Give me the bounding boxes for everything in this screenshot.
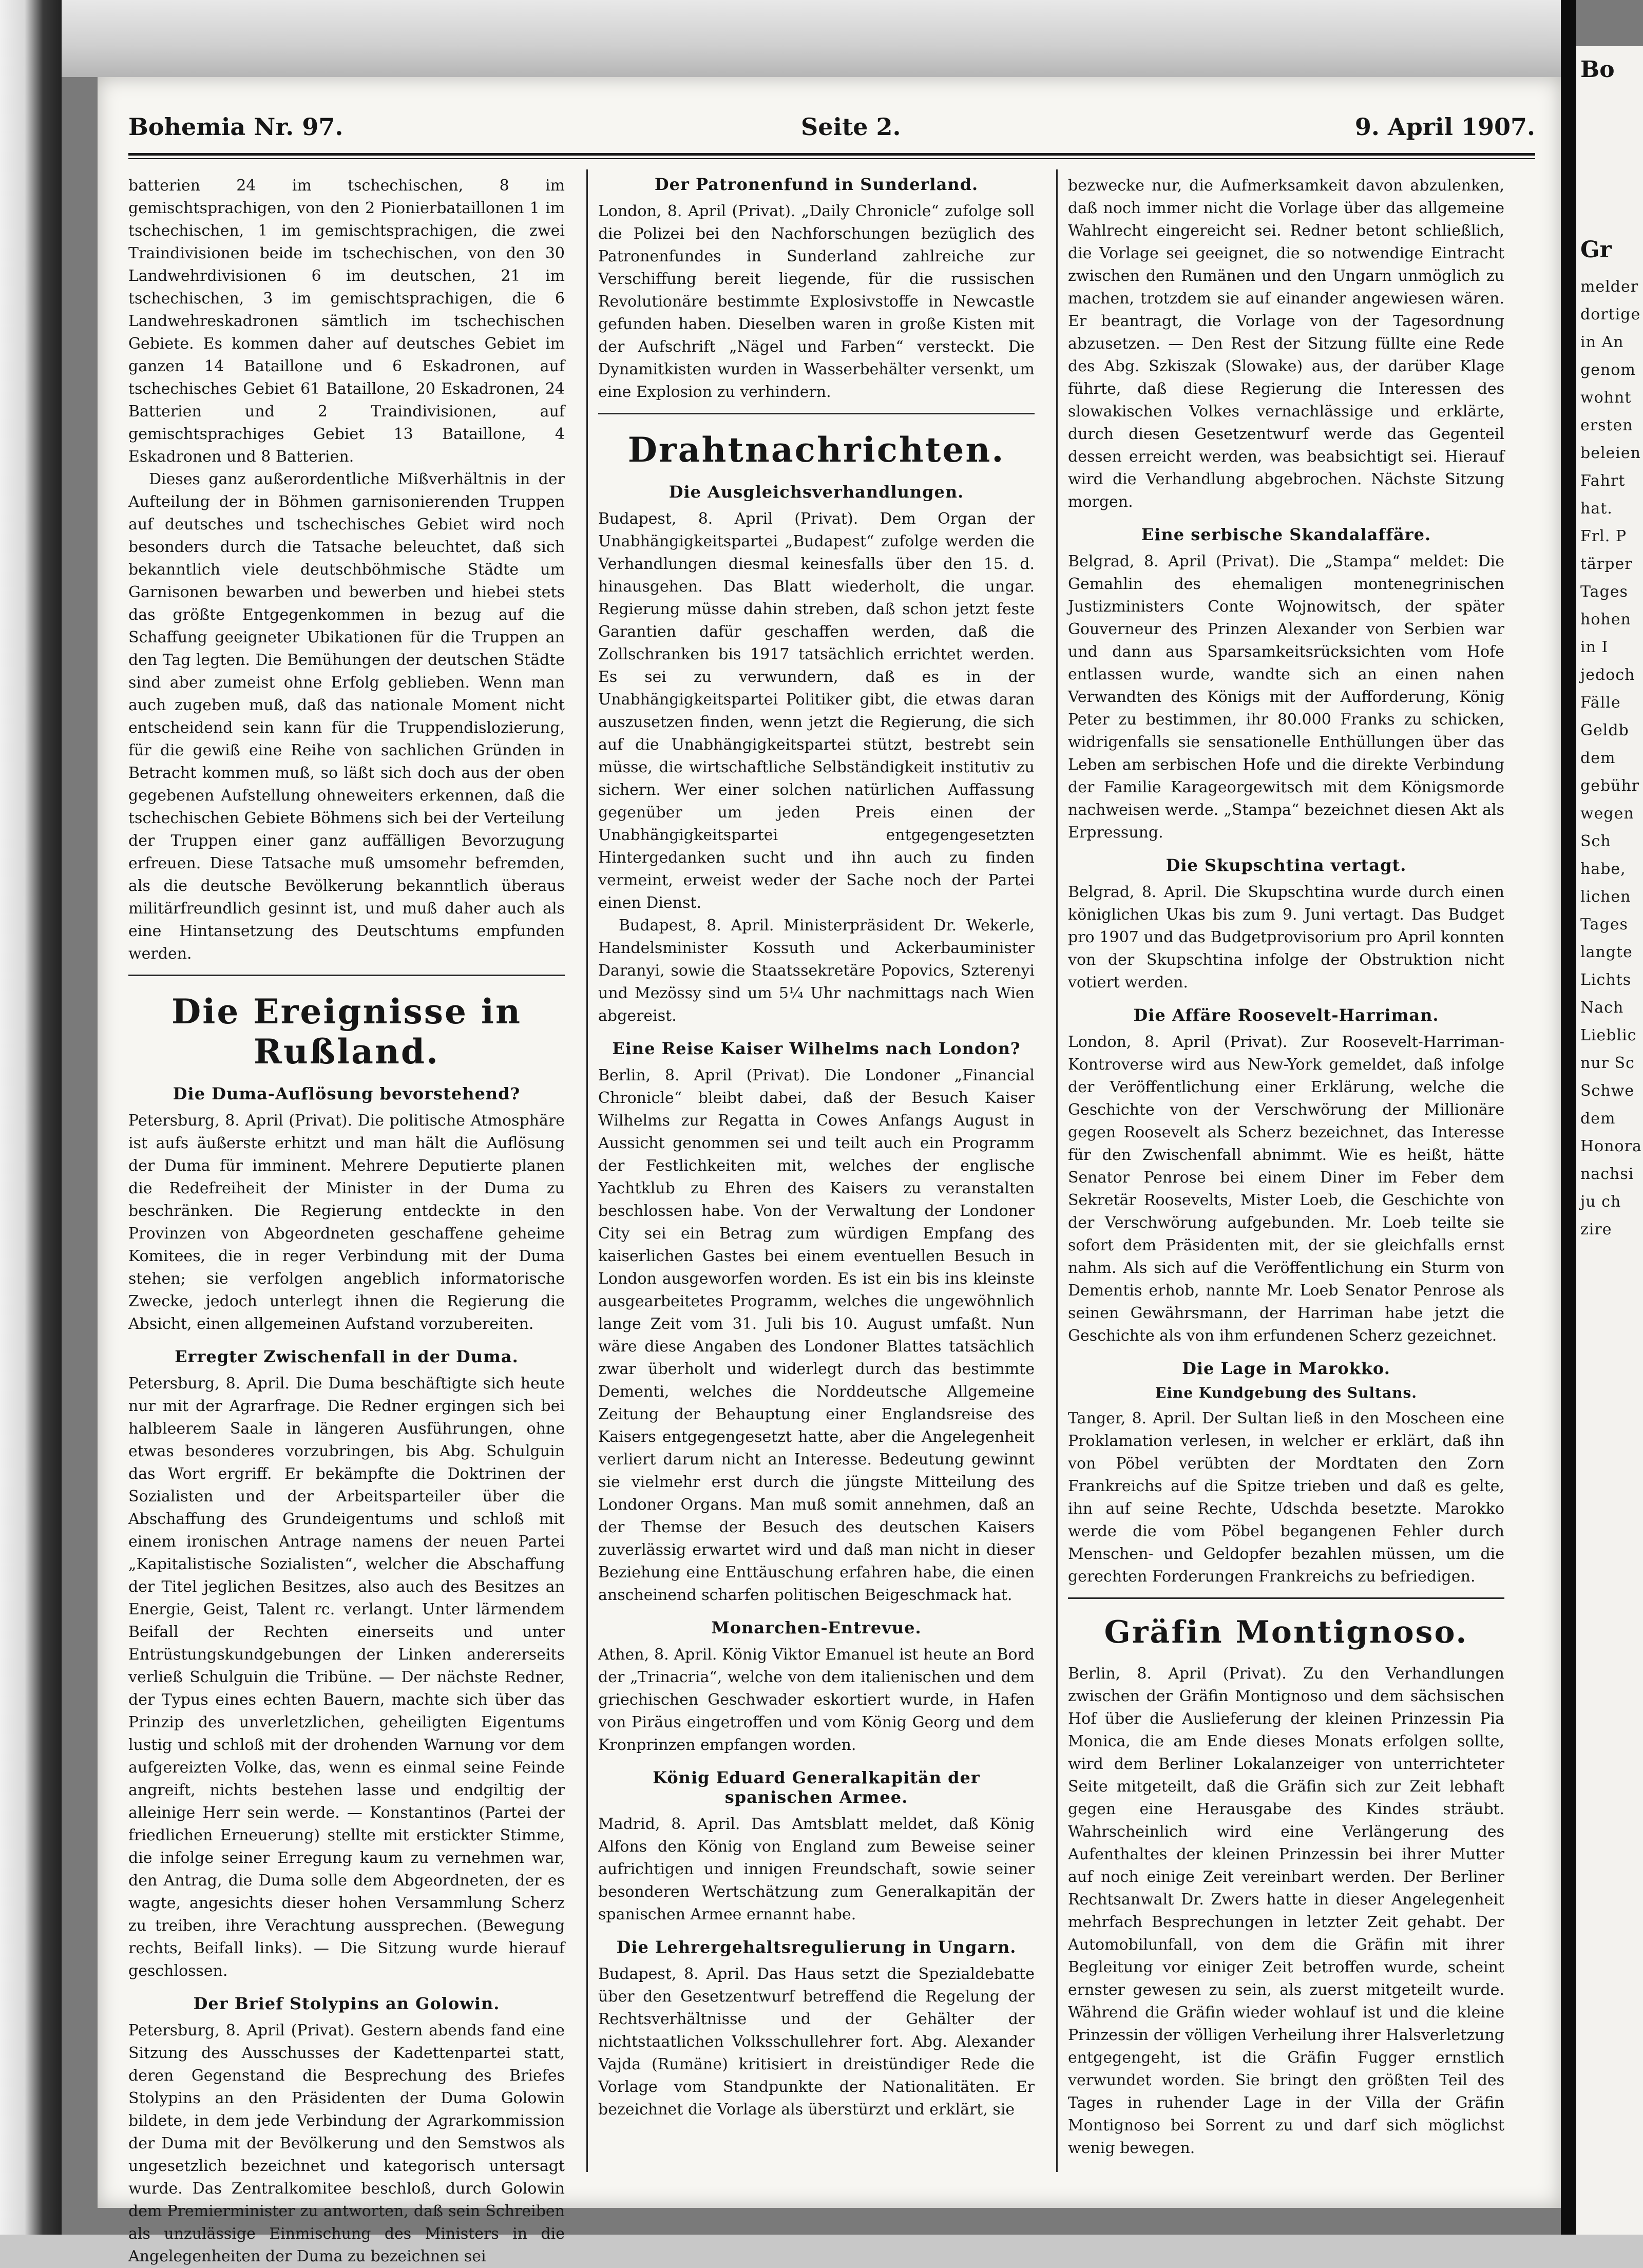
article-subheading: Eine Kundgebung des Sultans. (1155, 1384, 1417, 1401)
adjacent-page-line: hohen (1580, 611, 1631, 628)
masthead-date: 9. April 1907. (1354, 113, 1535, 141)
adjacent-page-line: Schwe (1580, 1082, 1635, 1100)
adjacent-page-line: in An (1580, 333, 1624, 351)
section-heading-graefin: Gräfin Montignoso. (1104, 1614, 1468, 1650)
article-paragraph: London, 8. April (Privat). „Daily Chronicle“ zufolge soll die Polizei bei den Nachforschungen bezüglich des Patronenfundes in Sunderland zahlreiche zur Verschiffung bereit liegende, für die russischen Revolutionäre bestimmte Explosivstoffe in Newcastle gefunden haben. Dieselben waren in große Kisten mit der Aufschrift „Nägel und Farben“ versteckt. Die Dynamitkisten wurden in Wasserbehälter versenkt, um eine Explosion zu verhindern. (598, 202, 1035, 401)
column-divider (586, 169, 588, 2172)
adjacent-page-line: dem (1580, 749, 1616, 767)
adjacent-page-line: Tages (1580, 916, 1628, 933)
adjacent-page-line: wohnt (1580, 389, 1632, 407)
column-left (128, 175, 565, 2268)
article-paragraph: Belgrad, 8. April. Die Skupschtina wurde durch einen königlichen Ukas bis zum 9. Juni vertagt. Das Budget pro 1907 und das Budgetprovisorium pro April konnten von der Skupschtina infolge der Obstruktion nicht votiert werden. (1068, 883, 1504, 992)
adjacent-page-fragment (1576, 46, 1643, 2235)
article-paragraph: Petersburg, 8. April (Privat). Gestern abends fand eine Sitzung des Ausschusses der Kadettenpartei statt, deren Gegenstand die Besprechung des Briefes Stolypins an den Präsidenten der Duma Golowin bildete, in dem jede Verbindung der Agrarkommission der Duma mit der Bevölkerung und den Semstwos als ungesetzlich bezeichnet und kategorisch untersagt wurde. Das Zentralkomitee beschloß, durch Golowin dem Premierminister zu antworten, daß sein Schreiben als unzulässige Einmischung des Ministers in die Angelegenheiten der Duma zu bezeichnen sei (128, 2022, 565, 2265)
adjacent-page-line: ersten (1580, 416, 1633, 434)
adjacent-page-line: Honora (1580, 1137, 1642, 1155)
adjacent-page-line: lichen (1580, 888, 1631, 906)
masthead-paper-number: Bohemia Nr. 97. (128, 113, 343, 141)
article-heading: Die Ausgleichsverhandlungen. (668, 482, 964, 502)
adjacent-page-line: zire (1580, 1221, 1612, 1238)
section-rule (1068, 1597, 1504, 1599)
adjacent-page-line: Geldb (1580, 721, 1629, 739)
article-paragraph: Athen, 8. April. König Viktor Emanuel ist heute an Bord der „Trinacria“, welche von dem italienischen und dem griechischen Geschwader eskortiert wurde, in Hafen von Piräus eingetroffen und vom König Georg und dem Kronprinzen empfangen worden. (598, 1646, 1035, 1754)
adjacent-page-line: Frl. P (1580, 527, 1627, 545)
section-rule (128, 975, 565, 976)
masthead (128, 113, 1535, 149)
article-paragraph: batterien 24 im tschechischen, 8 im gemischtsprachigen, von den 2 Pionierbataillonen 1 im tschechischen, 1 im gemischtsprachigen, die zwei Traindivisionen beide im tschechischen, von den 30 Landwehrdivisionen 6 im deutschen, 21 im tschechischen, 3 im gemischtsprachigen, die 6 Landwehreskadronen sämtlich im tschechischen Gebiete. Es kommen daher auf deutsches Gebiet im ganzen 14 Bataillone und 6 Eskadronen, auf tschechisches Gebiet 61 Bataillone, 20 Eskadronen, 24 Batterien und 2 Traindivisionen, auf gemischtsprachiges Gebiet 13 Bataillone, 4 Eskadronen und 8 Batterien. (128, 177, 565, 466)
article-paragraph: Budapest, 8. April. Ministerpräsident Dr. Wekerle, Handelsminister Kossuth und Ackerbauminister Daranyi, sowie die Staatssekretäre Popovics, Szterenyi und Mezössy sind um 5¼ Uhr nachmittags nach Wien abgereist. (598, 917, 1035, 1025)
column-divider (1056, 169, 1058, 2172)
adjacent-page-line: beleien (1580, 444, 1641, 462)
adjacent-page-masthead: Bo (1580, 56, 1615, 83)
adjacent-page-line: nachsi (1580, 1165, 1634, 1183)
adjacent-page-line: in I (1580, 638, 1609, 656)
article-heading: Eine Reise Kaiser Wilhelms nach London? (612, 1039, 1021, 1058)
adjacent-page-line: tärper (1580, 555, 1633, 573)
column-right (1068, 175, 1504, 2160)
adjacent-page-text (1576, 273, 1643, 1244)
article-paragraph: Budapest, 8. April (Privat). Dem Organ der Unabhängigkeitspartei „Budapest“ zufolge werden die Verhandlungen diesmal keinesfalls über den 15. d. hinausgehen. Das Blatt wiederholt, die ungar. Regierung müsse dahin streben, daß schon jetzt feste Garantien dafür geschaffen werden, daß die Zollschranken bis 1917 tatsächlich errichtet werden. Es sei zu verwundern, daß es in der Unabhängigkeitspartei Politiker gibt, die etwas daran auszusetzen finden, wenn jetzt die Regierung, die sich auf die Unabhängigkeitspartei stützt, bestrebt sein müsse, die wirtschaftliche Selbständigkeit institutiv zu sichern. Wer einer solchen natürlichen Auffassung gegenüber um jeden Preis einen der Unabhängigkeitspartei entgegengesetzten Hintergedanken sucht und ihn auch zu finden vermeint, erweist weder der Sache noch der Partei einen Dienst. (598, 510, 1035, 912)
article-paragraph: Berlin, 8. April (Privat). Zu den Verhandlungen zwischen der Gräfin Montignoso und dem sächsischen Hof über die Auslieferung der kleinen Prinzessin Pia Monica, die am Ende dieses Monats erfolgen sollte, wird dem Berliner Lokalanzeiger von unterrichteter Seite mitgeteilt, daß die Gräfin sich zur Zeit lebhaft gegen eine Herausgabe des Kindes sträubt. Wahrscheinlich wird eine Verlängerung des Aufenthaltes der kleinen Prinzessin bei ihrer Mutter auf noch einige Zeit vereinbart werden. Der Berliner Rechtsanwalt Dr. Zwers hatte in dieser Angelegenheit mehrfach Besprechungen in letzter Zeit gehabt. Der Automobilunfall, von dem die Gräfin mit ihrer Begleitung vor einiger Zeit betroffen wurde, scheint ernster gewesen zu sein, als zuerst mitgeteilt wurde. Während die Gräfin wieder wohlauf ist und die kleine Prinzessin der völligen Verheilung ihrer Halsverletzung entgegengeht, ist die Gräfin Fugger ernstlich verwundet worden. Sie bringt den größten Teil des Tages in ruhender Lage in der Villa der Gräfin Montignoso bei Sorrent zu und darf sich möglichst wenig bewegen. (1068, 1665, 1504, 2157)
adjacent-page-line: melder (1580, 278, 1639, 296)
article-paragraph: Madrid, 8. April. Das Amtsblatt meldet, daß König Alfons den König von England zum Beweise seiner aufrichtigen und innigen Freundschaft, sowie seiner besonderen Wertschätzung zum Generalkapitän der spanischen Armee ernannt habe. (598, 1815, 1035, 1923)
article-heading: Erregter Zwischenfall in der Duma. (175, 1347, 519, 1366)
adjacent-page-line: Sch (1580, 832, 1611, 850)
article-paragraph: London, 8. April (Privat). Zur Roosevelt-Harriman-Kontroverse wird aus New-York gemeldet, daß infolge der Veröffentlichung einer Erklärung, welche die Geschichte von der Verschwörung der Millionäre gegen Roosevelt als Scherz bezeichnet, das Interesse für den Zwischenfall abnimmt. Wie es heißt, hätte Senator Penrose bei einem Diner im Feber dem Sekretär Roosevelts, Mister Loeb, die Geschichte von der Verschwörung aufgebunden. Mr. Loeb teilte sie sofort dem Präsidenten mit, der sie gleichfalls ernst nahm. Als sich auf die Veröffentlichung ein Sturm von Dementis erhob, nannte Mr. Loeb Senator Penrose als seinen Gewährsmann, der Harriman habe jetzt die Geschichte als von ihm erfundenen Scherz gezeichnet. (1068, 1033, 1504, 1345)
article-heading: Monarchen-Entrevue. (711, 1618, 922, 1637)
adjacent-page-line: nur Sc (1580, 1054, 1635, 1072)
scan-top-margin (62, 0, 1561, 77)
adjacent-page-line: genom (1580, 361, 1636, 379)
article-heading: König Eduard Generalkapitän der spanischen Armee. (653, 1768, 980, 1807)
masthead-page-number: Seite 2. (801, 113, 901, 141)
adjacent-page-line: Lieblic (1580, 1026, 1637, 1044)
adjacent-page-line: Nach (1580, 999, 1624, 1017)
adjacent-page-heading: Gr (1580, 237, 1612, 263)
article-paragraph: Belgrad, 8. April (Privat). Die „Stampa“ meldet: Die Gemahlin des ehemaligen montenegrinischen Justizministers Conte Wojnowitsch, der später Gouverneur des Prinzen Alexander von Serbien war und dann aus Sparsamkeitsrücksichten vom Hofe entlassen wurde, wandte sich an einen nahen Verwandten des Königs mit der Aufforderung, König Peter zu bestimmen, ihr 80.000 Franks zu schicken, widrigenfalls sie sensationelle Enthüllungen über das Leben am serbischen Hofe und die direkte Verbindung der Familie Karageorgewitsch mit dem Königsmorde nachweisen werde. „Stampa“ bezeichnet diesen Akt als Erpressung. (1068, 552, 1504, 842)
page-gutter (1561, 0, 1576, 2235)
article-paragraph: Tanger, 8. April. Der Sultan ließ in den Moscheen eine Proklamation verlesen, in welcher er erklärt, daß ihn von Pöbel verübten der Mordtaten den Zorn Frankreichs auf die Spitze trieben und daß es gelte, ihn auf seine Rechte, Udschda besetzte. Marokko werde die vom Pöbel begangenen Fehler durch Menschen- und Geldopfer bezahlen müssen, um die gerechten Forderungen Frankreichs zu befriedigen. (1068, 1409, 1504, 1586)
adjacent-page-line: habe, (1580, 860, 1626, 878)
section-heading-russland: Die Ereignisse in Rußland. (171, 992, 522, 1072)
article-heading: Der Brief Stolypins an Golowin. (193, 1994, 500, 2013)
article-paragraph: Berlin, 8. April (Privat). Die Londoner „Financial Chronicle“ bleibt dabei, daß der Besuch Kaiser Wilhelms zur Regatta in Cowes Anfangs August in Aussicht genommen sei und teilt auch ein Programm der Festlichkeiten mit, welches der englische Yachtklub zu Ehren des Kaisers zu veranstalten beschlossen habe. Von der Verwaltung der Londoner City sei ein Betrag zum würdigen Empfang des kaiserlichen Gastes bei einem eventuellen Besuch in London ausgeworfen worden. Es ist ein bis ins kleinste ausgearbeitetes Programm, welches die ungewöhnlich lange Zeit vom 31. Juli bis 10. August umfaßt. Nun wäre diese Angaben des Londoner Blattes tatsächlich zwar überholt und widerlegt durch das bestimmte Dementi, welches die Norddeutsche Allgemeine Zeitung der Behauptung einer Englandsreise des Kaisers entgegengesetzt hatte, aber die Angelegenheit verliert darum nicht an Interesse. Bedeutung gewinnt sie vielmehr erst durch die jüngste Mitteilung des Londoner Organs. Man muß somit annehmen, daß an der Themse der Besuch des deutschen Kaisers zuverlässig erwartet wird und daß man nicht in dieser Beziehung eine Enttäuschung erfahren habe, die einen anscheinend scharfen politischen Beigeschmack hat. (598, 1066, 1035, 1604)
article-paragraph: Petersburg, 8. April (Privat). Die politische Atmosphäre ist aufs äußerste erhitzt und man hält die Auflösung der Duma für imminent. Mehrere Deputierte planen die Redefreiheit der Minister in der Duma zu beschränken. Die Regierung entdeckte in den Provinzen von Abgeordneten geschaffene geheime Komitees, die in reger Verbindung mit der Duma stehen; sie verfolgen angeblich informatorische Zwecke, jedoch unterlegt ihnen die Regierung die Absicht, einen allgemeinen Aufstand vorzubereiten. (128, 1112, 565, 1333)
adjacent-page-line: Fahrt (1580, 472, 1626, 490)
masthead-rule (128, 153, 1535, 156)
adjacent-page-line: ju ch (1580, 1193, 1621, 1211)
article-heading: Die Duma-Auflösung bevorstehend? (173, 1084, 521, 1103)
article-paragraph: bezwecke nur, die Aufmerksamkeit davon abzulenken, daß noch immer nicht die Vorlage über das allgemeine Wahlrecht eingereicht sei. Redner betont schließlich, die Vorlage sei geeignet, die so notwendige Eintracht zwischen den Rumänen und den Ungarn unmöglich zu machen, trotzdem sie auf einander angewiesen wären. Er beantragt, die Vorlage von der Tagesordnung abzusetzen. — Den Rest der Sitzung füllte eine Rede des Abg. Szkiszak (Slowake) aus, der darüber Klage führte, daß diese Regierung die Interessen des slowakischen Volkes vernachlässige und erklärte, durch diesen Gesetzentwurf werde das Gegenteil dessen erreicht werden, was beabsichtigt sei. Hierauf wird die Verhandlung abgebrochen. Nächste Sitzung morgen. (1068, 177, 1504, 511)
adjacent-page-line: Lichts (1580, 971, 1632, 989)
column-middle (598, 175, 1035, 2121)
adjacent-page-line: Fälle (1580, 694, 1621, 712)
masthead-rule-thin (128, 158, 1535, 159)
article-heading: Der Patronenfund in Sunderland. (654, 175, 979, 194)
adjacent-page-line: Tages (1580, 583, 1628, 601)
section-rule (598, 413, 1035, 414)
adjacent-page-line: gebühr (1580, 777, 1640, 795)
adjacent-page-line: dem (1580, 1110, 1616, 1128)
article-heading: Eine serbische Skandalaffäre. (1141, 525, 1431, 544)
adjacent-page-line: dortige (1580, 306, 1641, 323)
article-paragraph: Dieses ganz außerordentliche Mißverhältnis in der Aufteilung der in Böhmen garnisonierenden Truppen auf deutsches und tschechisches Gebiet wird noch besonders durch die Tatsache beleuchtet, daß sich bekanntlich viele deutschböhmische Städte um Garnisonen bewarben und bewerben und hiebei stets das größte Entgegenkommen in bezug auf die Schaffung geeigneter Ubikationen für die Truppen an den Tag legten. Die Bemühungen der deutschen Städte sind aber zumeist ohne Erfolg geblieben. Wenn man auch zugeben muß, daß das nationale Moment nicht entscheidend sein kann für die Truppendislozierung, für die gewiß eine Reihe von sachlichen Gründen in Betracht kommen muß, so läßt sich doch aus der oben gegebenen Aufstellung ohneweiters erkennen, daß die tschechischen Gebiete Böhmens sich bei der Verteilung der Truppen einer ganz auffälligen Bevorzugung erfreuen. Diese Tatsache muß umsomehr befremden, als die deutsche Bevölkerung bekanntlich überaus militärfreundlich gesinnt ist, und muß daher auch als eine Hintansetzung des Deutschtums empfunden werden. (128, 470, 565, 963)
article-paragraph: Budapest, 8. April. Das Haus setzt die Spezialdebatte über den Gesetzentwurf betreffend die Regelung der Rechtsverhältnisse und der Gehälter der nichtstaatlichen Volksschullehrer fort. Abg. Alexander Vajda (Rumäne) kritisiert in dreistündiger Rede die Vorlage vom Standpunkte der Nationalitäten. Er bezeichnet die Vorlage als überstürzt und erklärt, sie (598, 1965, 1035, 2119)
article-heading: Die Lage in Marokko. (1182, 1359, 1390, 1378)
adjacent-page-line: langte (1580, 943, 1633, 961)
adjacent-page-line: jedoch (1580, 666, 1635, 684)
article-heading: Die Skupschtina vertagt. (1166, 855, 1407, 875)
adjacent-page-line: hat. (1580, 500, 1613, 518)
article-paragraph: Petersburg, 8. April. Die Duma beschäftigte sich heute nur mit der Agrarfrage. Die Redner ergingen sich bei halbleerem Saale in längeren Ausführungen, ohne etwas besonderes vorzubringen, bis Abg. Schulguin das Wort ergriff. Er bekämpfte die Doktrinen der Sozialisten und der Arbeitsparteiler über die Abschaffung des Grundeigentums und schloß mit einem ironischen Antrage namens der neuen Partei „Kapitalistische Sozialisten“, welcher die Abschaffung der Titel jeglichen Besitzes, also auch des Besitzes an Energie, Geist, Talent rc. verlangt. Unter lärmendem Beifall der Rechten einerseits und unter Entrüstungskundgebungen der Linken andererseits verließ Schulguin die Tribüne. — Der nächste Redner, der Typus eines echten Bauern, machte sich über das Prinzip des unverletzlichen, geheiligten Eigentums lustig und schloß mit der drohenden Warnung vor dem aufgereizten Volke, das, wenn es einmal seine Feinde angreift, nichts bestehen lasse und endgiltig der alleinige Herr sein werde. — Konstantinos (Partei der friedlichen Erneuerung) stellte mit erstickter Stimme, die infolge seiner Erregung kaum zu vernehmen war, den Antrag, die Duma solle dem Abgeordneten, der es wagte, angesichts dieser hohen Versammlung Scherz zu treiben, ihre Verachtung aussprechen. (Bewegung rechts, Beifall links). — Die Sitzung wurde hierauf geschlossen. (128, 1375, 565, 1980)
adjacent-page-line: wegen (1580, 805, 1634, 823)
article-heading: Die Affäre Roosevelt-Harriman. (1133, 1005, 1439, 1025)
section-heading-drahtnachrichten: Drahtnachrichten. (627, 430, 1005, 470)
newspaper-page (98, 77, 1561, 2265)
binding-edge (0, 0, 62, 2235)
article-heading: Die Lehrergehaltsregulierung in Ungarn. (616, 1937, 1017, 1957)
